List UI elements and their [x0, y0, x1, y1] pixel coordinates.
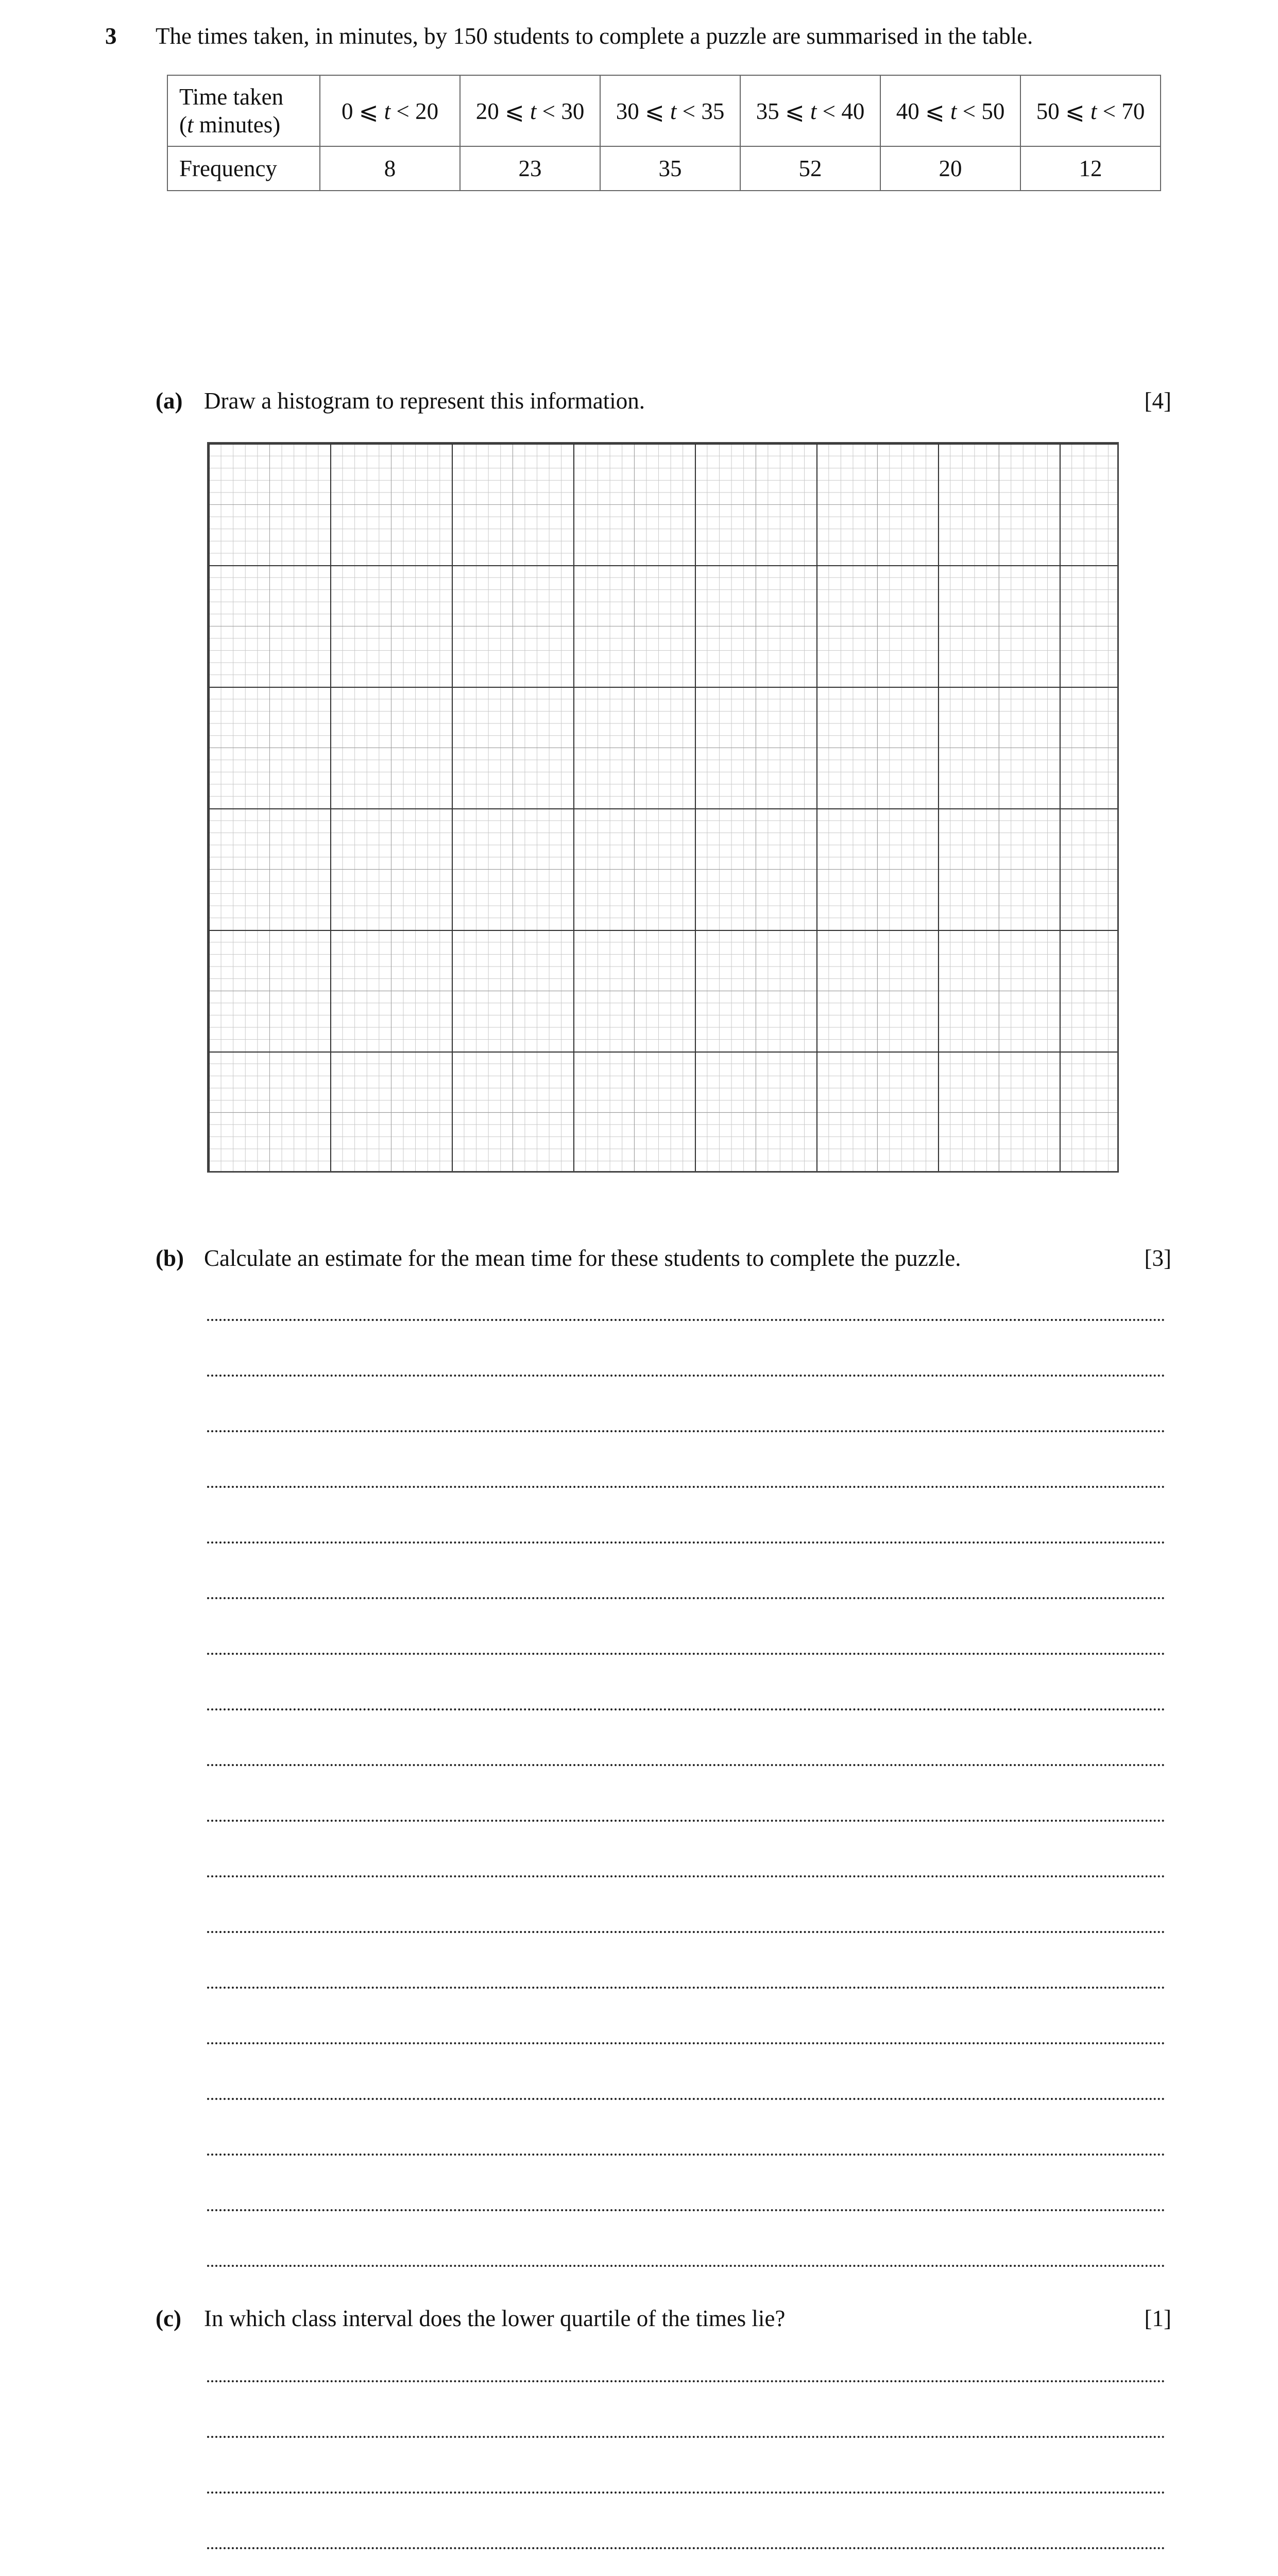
interval-cell: 0 ⩽ t < 20 [320, 75, 460, 146]
graph-paper-grid[interactable] [207, 442, 1119, 1173]
answer-line[interactable] [207, 2209, 1165, 2211]
answer-line[interactable] [207, 1931, 1165, 1933]
answer-line[interactable] [207, 1597, 1165, 1599]
interval-cell: 20 ⩽ t < 30 [460, 75, 600, 146]
answer-line[interactable] [207, 2265, 1165, 2267]
part-b-text: Calculate an estimate for the mean time for these students to complete the puzzle. [204, 1245, 961, 1271]
answer-line[interactable] [207, 1820, 1165, 1822]
frequency-cell: 20 [880, 146, 1020, 191]
part-b-marks: [3] [1144, 1245, 1171, 1271]
answer-line[interactable] [207, 1875, 1165, 1877]
interval-cell: 40 ⩽ t < 50 [880, 75, 1020, 146]
answer-line[interactable] [207, 1319, 1165, 1321]
frequency-cell: 12 [1020, 146, 1161, 191]
question-number: 3 [105, 23, 117, 49]
answer-line[interactable] [207, 1764, 1165, 1766]
answer-line[interactable] [207, 2042, 1165, 2044]
part-a-label: (a) [156, 388, 183, 414]
answer-line[interactable] [207, 2380, 1165, 2382]
header-line-1: Time taken [179, 84, 284, 110]
answer-line[interactable] [207, 1375, 1165, 1377]
part-c-text: In which class interval does the lower quartile of the times lie? [204, 2306, 786, 2331]
answer-line[interactable] [207, 1541, 1165, 1544]
frequency-table [167, 75, 1161, 191]
answer-line[interactable] [207, 2098, 1165, 2100]
answer-line[interactable] [207, 1987, 1165, 1989]
header-line-2: (t minutes) [179, 112, 281, 138]
answer-line[interactable] [207, 1708, 1165, 1710]
answer-line[interactable] [207, 1486, 1165, 1488]
answer-line[interactable] [207, 2154, 1165, 2156]
interval-cell: 30 ⩽ t < 35 [600, 75, 740, 146]
part-b-label: (b) [156, 1245, 184, 1271]
answer-line[interactable] [207, 2436, 1165, 2438]
table-header-frequency: Frequency [167, 146, 320, 191]
table-header-time-taken [167, 75, 320, 146]
answer-line[interactable] [207, 1653, 1165, 1655]
question-stem: The times taken, in minutes, by 150 students to complete a puzzle are summarised in the table. [156, 23, 1033, 49]
part-a-marks: [4] [1144, 388, 1171, 414]
part-c-marks: [1] [1144, 2306, 1171, 2331]
interval-cell: 50 ⩽ t < 70 [1020, 75, 1161, 146]
answer-line[interactable] [207, 2547, 1165, 2549]
frequency-cell: 8 [320, 146, 460, 191]
table-row-frequency [167, 146, 1161, 191]
part-c-label: (c) [156, 2306, 181, 2331]
part-a-text: Draw a histogram to represent this information. [204, 388, 645, 414]
frequency-cell: 23 [460, 146, 600, 191]
table-row-times [167, 75, 1161, 146]
answer-line[interactable] [207, 2492, 1165, 2494]
frequency-cell: 52 [740, 146, 880, 191]
answer-line[interactable] [207, 1430, 1165, 1432]
frequency-cell: 35 [600, 146, 740, 191]
interval-cell: 35 ⩽ t < 40 [740, 75, 880, 146]
